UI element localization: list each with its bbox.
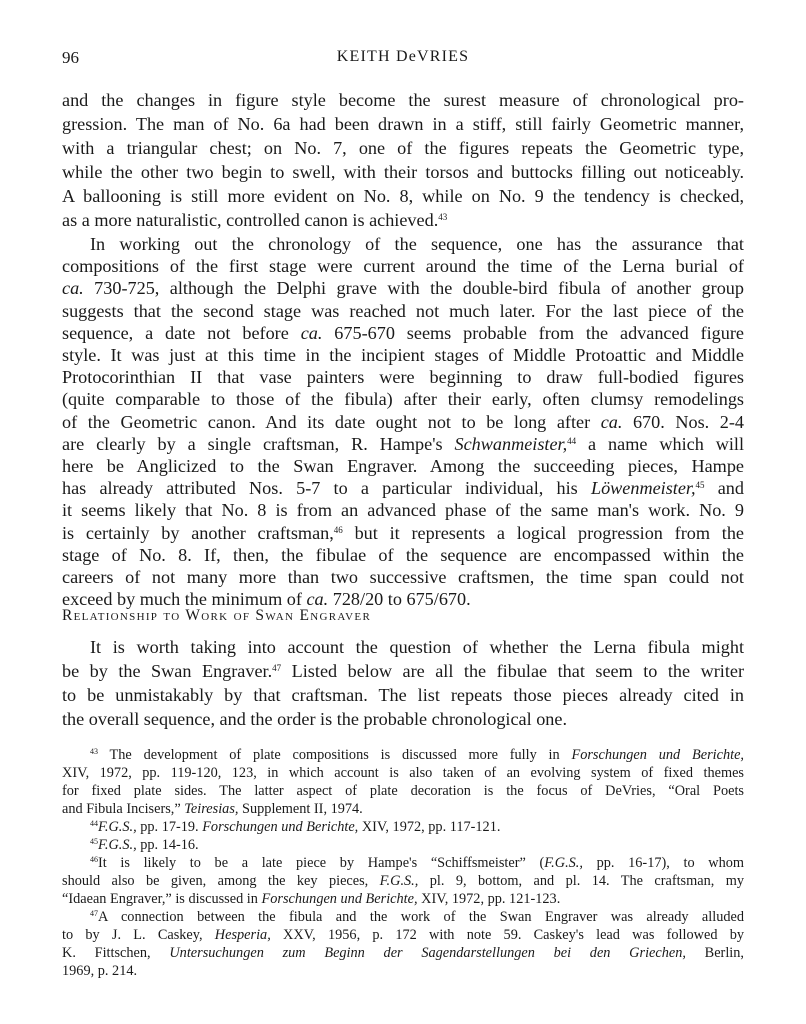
body-text: a name which will [576,433,744,454]
body-text: Listed below are all the fibulae that seem to the writer [281,661,745,681]
body-text: is certainly by another craftsman, [62,522,334,543]
body-line [62,276,744,300]
body-line: compositions of the first stage were current around the time of the Lerna burial of [62,256,744,277]
italic-text: F.G.S., [544,855,583,871]
footnote-line [62,872,744,890]
footnote-46 [62,854,744,872]
body-text: of the Geometric canon. And its date ought not to be long after [62,411,601,432]
body-line: while the other two begin to swell, with their torsos and buttocks filling out noticeably. [62,162,744,182]
body-line [62,432,744,456]
body-text: but it represents a logical progression from the [342,522,744,543]
footnote-line: XIV, 1972, pp. 119-120, 123, in which account is also taken of an evolving system of fixed themes [62,765,744,781]
footnote-number: 45 [90,837,98,846]
footnote-text: XIV, 1972, pp. 121-123. [417,891,561,907]
body-line [62,587,744,611]
footnote-text: A connection between the fibula and the work of the Swan Engraver was already alluded [98,909,744,925]
footnote-number: 43 [90,747,98,756]
footnote-text: pp. 16-17), to whom [582,855,744,871]
footnote-ref[interactable]: 46 [333,524,343,535]
footnote-text: pp. 14-16. [136,837,199,853]
body-line: it seems likely that No. 8 is from an advanced phase of the same man's work. No. 9 [62,500,744,521]
body-text: has already attributed Nos. 5-7 to a particular individual, his [62,478,591,499]
footnote-ref[interactable]: 43 [438,212,448,222]
footnote-line [62,800,744,818]
running-title: KEITH DeVRIES [336,48,470,65]
footnote-text: It is likely to be a late piece by Hampe's “Schiffsmeister” ( [98,855,545,871]
italic-text: ca. [600,411,623,432]
footnote-line: 1969, p. 214. [62,963,138,979]
footnote-text: Supplement II, 1974. [238,801,363,817]
italic-text: Schwanmeister, [454,433,568,454]
footnote-ref[interactable]: 47 [272,663,282,673]
body-text: as a more naturalistic, controlled canon is achieved. [62,210,439,230]
body-line: style. It was just at this time in the incipient stages of Middle Protoattic and Middle [62,345,744,365]
italic-text: Forschungen und Berichte, [571,747,744,763]
italic-text: ca. [306,589,329,609]
body-text: be by the Swan Engraver. [62,661,273,681]
body-text: and [704,478,744,499]
body-line: to be unmistakably by that craftsman. The list repeats those pieces already cited in [62,685,744,705]
footnote-43 [62,746,744,764]
body-text: are clearly by a single craftsman, R. Hampe's [62,433,455,454]
footnote-ref[interactable]: 44 [567,435,577,446]
footnote-ref[interactable]: 45 [695,480,705,491]
italic-text: Löwenmeister, [590,478,696,499]
footnote-text: pl. 9, bottom, and pl. 14. The craftsman, my [418,873,744,889]
italic-text: ca. [300,322,323,343]
page-number: 96 [62,48,79,67]
footnote-line: for fixed plate sides. The latter aspect of plate decoration is the focus of DeVries, “Oral Poets [62,783,744,799]
italic-text: Untersuchungen zum Beginn der Sagendarstellungen bei den Griechen, [169,945,686,961]
footnote-number: 47 [90,909,98,918]
italic-text: Forschungen und Berichte, [202,819,359,835]
body-line: gression. The man of No. 6a had been drawn in a stiff, still fairly Geometric manner, [62,114,744,134]
footnote-text: XIV, 1972, pp. 117-121. [358,819,501,835]
italic-text: F.G.S., [98,837,137,853]
body-line [62,476,744,500]
italic-text: Hesperia, [214,927,271,943]
body-line [62,410,744,434]
footnote-text: Berlin, [685,945,744,961]
italic-text: F.G.S., [379,873,419,889]
footnote-44 [62,818,744,836]
footnote-45 [62,836,744,854]
section-heading: Relationship to Work of Swan Engraver [62,607,372,624]
footnote-text: and Fibula Incisers,” [62,801,185,817]
footnote-number: 44 [90,819,98,828]
footnote-text: should also be given, among the key pieces, [62,873,380,889]
body-line: Protocorinthian II that vase painters were beginning to draw full-bodied figures [62,367,744,388]
body-text: 728/20 to 675/670. [328,589,471,609]
footnote-line [62,944,744,962]
footnote-47 [62,908,744,926]
body-line [62,659,744,683]
italic-text: Forschungen und Berichte, [261,891,418,907]
body-text: sequence, a date not before [62,322,301,343]
body-text: careers of not many more than two successive craftsmen, the time span could not [62,567,744,587]
body-text: exceed by much the minimum of [62,589,307,609]
body-line: stage of No. 8. If, then, the fibulae of the sequence are encompassed within the [62,544,744,565]
body-line: here be Anglicized to the Swan Engraver. Among the succeeding pieces, Hampe [62,456,744,476]
body-line: A ballooning is still more evident on No. 8, while on No. 9 the tendency is checked, [62,186,744,206]
italic-text: ca. [62,278,84,299]
footnote-text: K. Fittschen, [62,945,170,961]
body-line [62,565,744,589]
footnote-text: “Idaean Engraver,” is discussed in [62,891,262,907]
footnote-text: The development of plate compositions is discussed more fully in [98,747,572,763]
footnote-text: XXV, 1956, p. 172 with note 59. Caskey's lead was followed by [270,927,744,943]
body-line: the overall sequence, and the order is the probable chronological one. [62,709,568,729]
body-line [62,521,744,545]
body-line: and the changes in figure style become the surest measure of chronological pro- [62,90,744,110]
body-text: 675-670 seems probable from the advanced figure [322,322,744,343]
italic-text: Teiresias, [184,801,239,817]
body-line [62,321,744,345]
italic-text: F.G.S., [98,819,137,835]
body-line: with a triangular chest; on No. 7, one of the figures repeats the Geometric type, [62,138,744,158]
footnote-number: 46 [90,855,98,864]
body-text: 730-725, although the Delphi grave with the double-bird fibula of another group [83,278,744,299]
footnote-text: pp. 17-19. [136,819,203,835]
body-line: In working out the chronology of the sequence, one has the assurance that [90,234,744,254]
body-line: (quite comparable to those of the fibula) after their early, often clumsy remodelings [62,389,744,410]
footnote-line [62,926,744,944]
body-text: 670. Nos. 2-4 [622,411,744,432]
footnote-text: to by J. L. Caskey, [62,927,215,943]
footnote-line [62,890,744,908]
body-line: suggests that the second stage was reached not much later. For the last piece of the [62,300,744,321]
body-line: It is worth taking into account the question of whether the Lerna fibula might [90,637,744,657]
body-line [62,208,744,232]
